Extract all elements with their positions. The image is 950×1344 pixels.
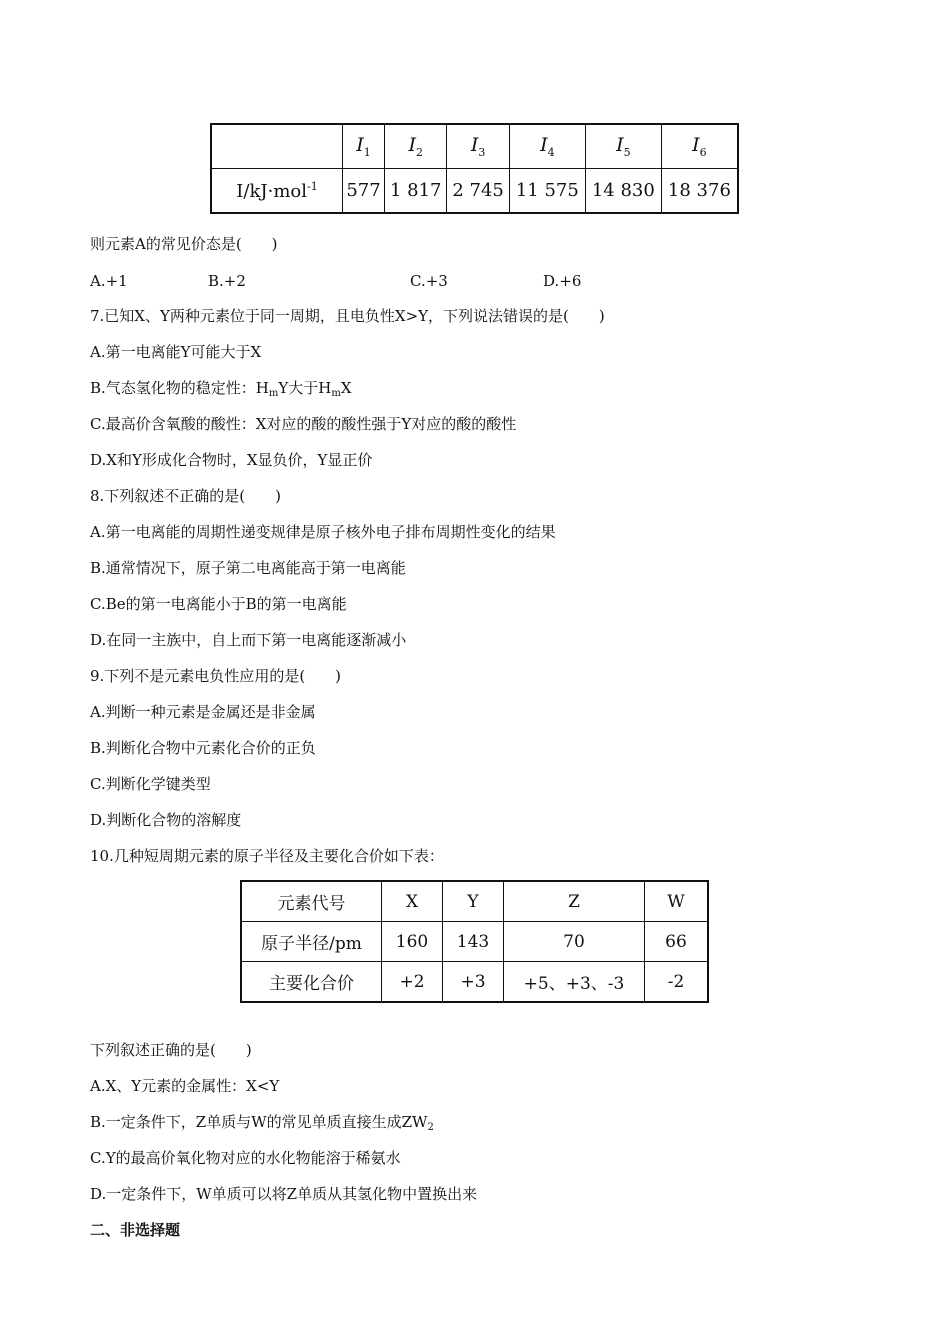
question-9-option-d: D.判断化合物的溶解度 [90, 811, 242, 829]
question-7-stem: 7.已知X、Y两种元素位于同一周期，且电负性X>Y，下列说法错误的是( ) [90, 307, 605, 325]
question-8-stem: 8.下列叙述不正确的是( ) [90, 487, 282, 505]
question-7-option-d: D.X和Y形成化合物时，X显负价，Y显正价 [90, 451, 373, 469]
table-header-cell: $I_5$ [585, 124, 661, 169]
table-row [211, 169, 738, 214]
question-10-followup: 下列叙述正确的是( ) [90, 1041, 252, 1059]
table-cell: 70 [504, 922, 645, 962]
table-cell: 160 [382, 922, 443, 962]
question-10-stem: 10.几种短周期元素的原子半径及主要化合价如下表： [90, 847, 444, 865]
table-cell: 11 575 [509, 169, 585, 214]
table-header-cell: $I_2$ [385, 124, 447, 169]
table-cell: 1 817 [385, 169, 447, 214]
question-6-option-c: C.+3 [410, 272, 448, 290]
table-cell: +5、+3、-3 [504, 962, 645, 1003]
question-9-option-b: B.判断化合物中元素化合价的正负 [90, 739, 316, 757]
question-6-stem: 则元素A的常见价态是( ) [90, 235, 278, 253]
question-8-option-c: C.Be的第一电离能小于B的第一电离能 [90, 595, 347, 613]
table-header-cell: $I_3$ [447, 124, 509, 169]
table-row-label: 元素代号 [241, 881, 382, 922]
table-row-label: 主要化合价 [241, 962, 382, 1003]
question-7-option-a: A.第一电离能Y可能大于X [90, 343, 262, 361]
table-row-label: 原子半径/pm [241, 922, 382, 962]
question-9-stem: 9.下列不是元素电负性应用的是( ) [90, 667, 342, 685]
table-row-label: I/kJ·mol$^{-1}$ [211, 169, 343, 214]
table-header-cell: X [382, 881, 443, 922]
table-header-row [211, 124, 738, 169]
table-header-cell: $I_4$ [509, 124, 585, 169]
table-header-cell: Z [504, 881, 645, 922]
table-header-cell: $I_6$ [661, 124, 738, 169]
question-7-option-c: C.最高价含氧酸的酸性：X对应的酸的酸性强于Y对应的酸的酸性 [90, 415, 517, 433]
question-10-option-c: C.Y的最高价氧化物对应的水化物能溶于稀氨水 [90, 1149, 401, 1167]
table-cell: +3 [443, 962, 504, 1003]
table-corner-cell [211, 124, 343, 169]
question-10-option-d: D.一定条件下，W单质可以将Z单质从其氢化物中置换出来 [90, 1185, 478, 1203]
question-6-option-d: D.+6 [543, 272, 582, 290]
question-9-option-c: C.判断化学键类型 [90, 775, 211, 793]
table-header-cell: Y [443, 881, 504, 922]
table-cell: 577 [343, 169, 385, 214]
table-cell: 143 [443, 922, 504, 962]
question-7-option-b: B.气态氢化物的稳定性：$H_mY$大于$H_mX$ [90, 379, 352, 399]
table-cell: 18 376 [661, 169, 738, 214]
table-row [241, 881, 708, 922]
question-10-option-b: B.一定条件下，Z单质与W的常见单质直接生成$ZW_2$ [90, 1113, 434, 1133]
question-8-option-b: B.通常情况下，原子第二电离能高于第一电离能 [90, 559, 406, 577]
table-row [241, 962, 708, 1003]
question-10-option-a: A.X、Y元素的金属性：X<Y [90, 1077, 280, 1095]
question-6-option-a: A.+1 [90, 272, 128, 290]
table-cell: 14 830 [585, 169, 661, 214]
question-8-option-d: D.在同一主族中，自上而下第一电离能逐渐减小 [90, 631, 407, 649]
table-cell: 2 745 [447, 169, 509, 214]
ionization-energy-table [210, 123, 739, 214]
table-row [241, 922, 708, 962]
table-cell: +2 [382, 962, 443, 1003]
table-cell: 66 [645, 922, 709, 962]
table-header-cell: W [645, 881, 709, 922]
element-properties-table [240, 880, 709, 1003]
question-6-option-b: B.+2 [208, 272, 246, 290]
table-header-cell: $I_1$ [343, 124, 385, 169]
question-9-option-a: A.判断一种元素是金属还是非金属 [90, 703, 316, 721]
table-cell: -2 [645, 962, 709, 1003]
section-2-heading: 二、非选择题 [90, 1221, 181, 1239]
question-8-option-a: A.第一电离能的周期性递变规律是原子核外电子排布周期性变化的结果 [90, 523, 556, 541]
